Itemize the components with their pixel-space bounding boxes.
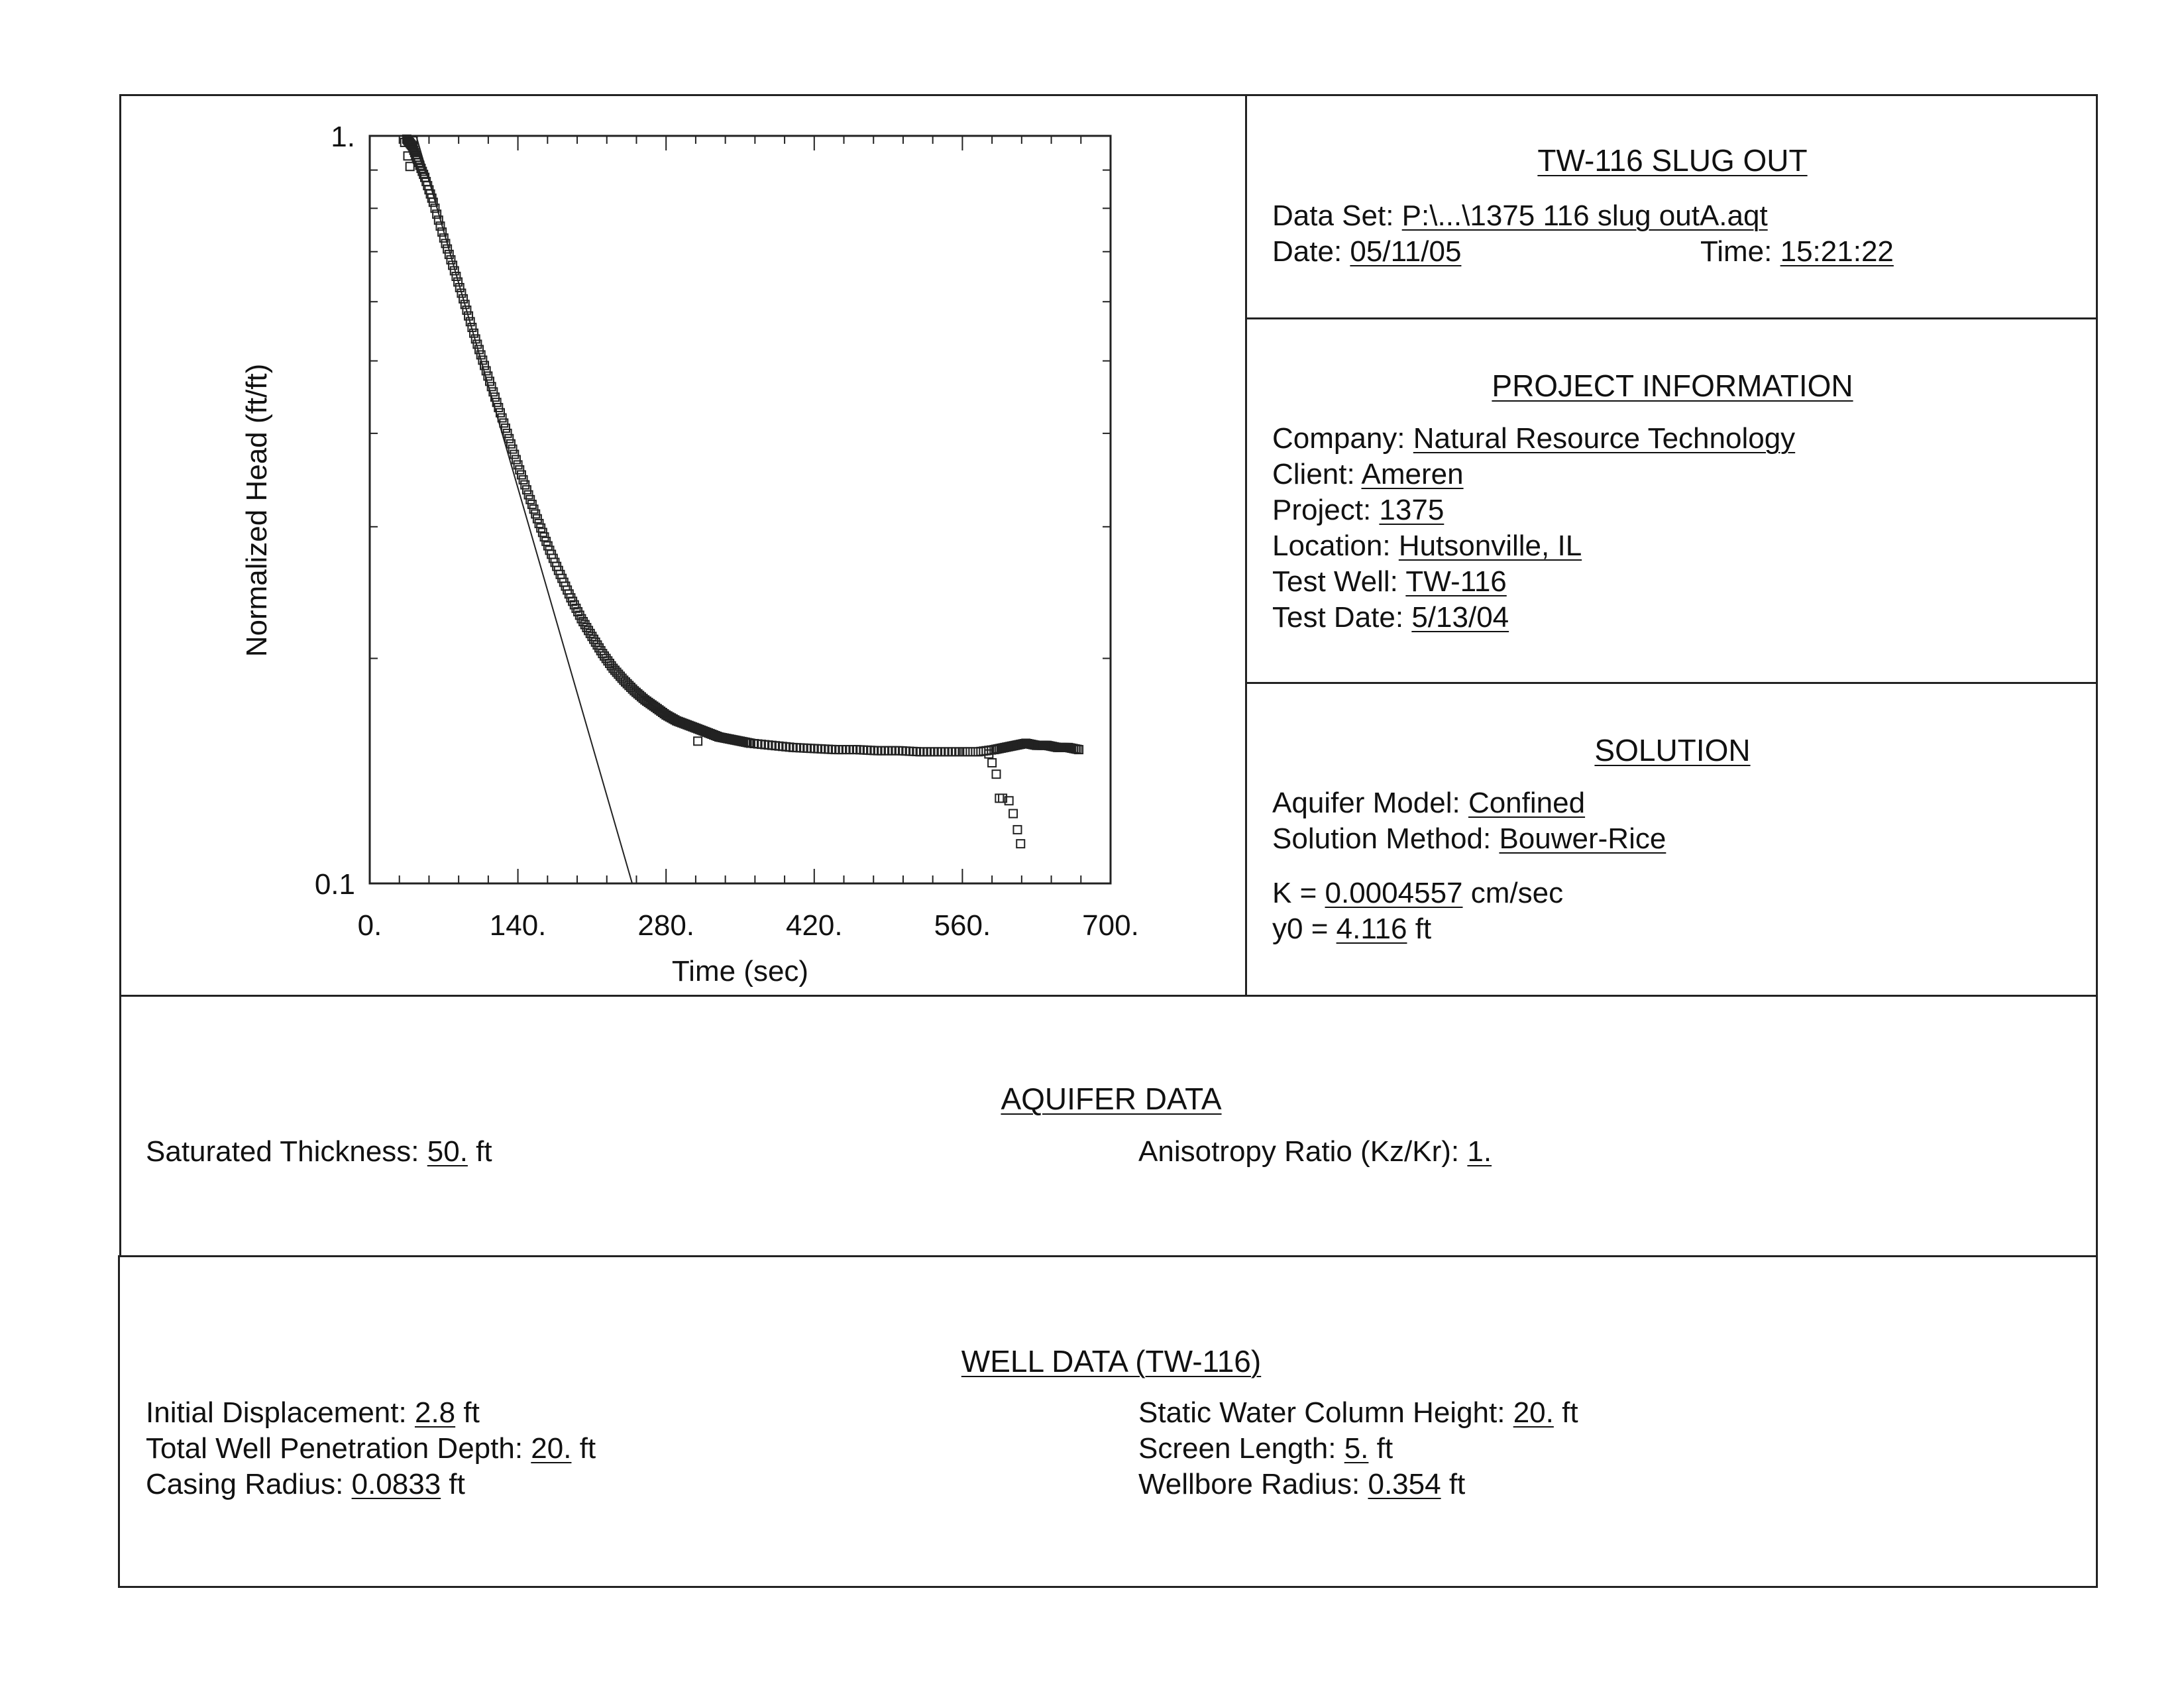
k-label: K = [1272,877,1317,909]
client-row [1272,457,1464,492]
y-tick-labels [315,121,355,901]
location-label: Location: [1272,530,1391,562]
wellbore-radius-row [1138,1467,1465,1502]
data-point-dense [969,748,977,756]
x-tick-label: 0. [357,909,382,942]
test-date-row [1272,600,1509,635]
project-title: PROJECT INFORMATION [1492,368,1853,403]
k-unit: cm/sec [1470,877,1564,909]
x-tick-label: 420. [785,909,843,942]
outlier-point [995,794,1003,802]
test-well-row [1272,565,1507,599]
outlier-point [1009,810,1017,818]
y0-unit: ft [1415,913,1432,945]
well-data-title: WELL DATA (TW-116) [961,1344,1262,1378]
solution-method-value: Bouwer-Rice [1499,822,1666,855]
project-row [1272,493,1444,528]
y0-row [1272,912,1431,946]
wellbore-radius-value: 0.354 [1368,1468,1441,1500]
k-value: 0.0004557 [1325,877,1463,909]
initial-displacement-label: Initial Displacement: [146,1396,407,1429]
y-tick-label: 0.1 [314,868,355,901]
anisotropy-label: Anisotropy Ratio (Kz/Kr): [1138,1135,1460,1168]
fit-line-group [370,0,632,883]
data-point-dense [963,748,971,756]
solution-method-row [1272,822,1666,856]
anisotropy-row [1138,1135,1492,1169]
x-tick-label: 280. [637,909,695,942]
thickness-unit: ft [476,1135,492,1168]
casing-radius-label: Casing Radius: [146,1468,344,1500]
outlier-point [988,759,996,767]
penetration-depth-unit: ft [579,1432,596,1465]
casing-radius-row [146,1467,465,1502]
k-row [1272,876,1563,911]
y0-label: y0 = [1272,913,1329,945]
penetration-depth-value: 20. [531,1432,572,1465]
outlier-point [993,770,1001,778]
test-well-label: Test Well: [1272,565,1398,598]
anisotropy-value: 1. [1467,1135,1492,1168]
initial-displacement-row [146,1396,480,1430]
initial-displacement-value: 2.8 [414,1396,456,1429]
date-row [1272,235,1461,269]
solution-title: SOLUTION [1594,733,1751,767]
screen-length-row [1138,1432,1393,1466]
aquifer-data-title: AQUIFER DATA [1001,1082,1222,1116]
x-tick-label: 560. [934,909,991,942]
time-value: 15:21:22 [1780,235,1894,268]
static-column-label: Static Water Column Height: [1138,1396,1505,1429]
aquifer-model-label: Aquifer Model: [1272,787,1460,819]
penetration-depth-label: Total Well Penetration Depth: [146,1432,523,1465]
date-label: Date: [1272,235,1342,268]
test-title: TW-116 SLUG OUT [1537,143,1808,178]
x-tick-label: 700. [1082,909,1139,942]
client-value: Ameren [1361,458,1464,490]
dataset-label: Data Set: [1272,199,1394,232]
axis-ticks [370,136,1111,883]
dataset-row [1272,199,1768,233]
data-point-dense [966,748,974,756]
outlier-point [694,737,702,745]
x-axis-label: Time (sec) [671,955,809,987]
screen-length-label: Screen Length: [1138,1432,1337,1465]
casing-radius-unit: ft [449,1468,465,1500]
x-tick-label: 140. [489,909,547,942]
location-row [1272,529,1582,563]
y-tick-label: 1. [331,121,355,153]
data-points-group [401,135,1083,848]
x-tick-labels [358,909,1139,942]
fit-line [370,0,632,883]
penetration-depth-row [146,1432,596,1466]
static-column-value: 20. [1513,1396,1554,1429]
screen-length-value: 5. [1344,1432,1369,1465]
test-date-label: Test Date: [1272,601,1404,634]
casing-radius-value: 0.0833 [351,1468,441,1500]
wellbore-radius-label: Wellbore Radius: [1138,1468,1360,1500]
company-value: Natural Resource Technology [1413,422,1796,455]
client-label: Client: [1272,458,1355,490]
aquifer-model-value: Confined [1468,787,1586,819]
thickness-value: 50. [427,1135,468,1168]
aquifer-model-row [1272,786,1585,820]
wellbore-radius-unit: ft [1448,1468,1466,1500]
dataset-value: P:\...\1375 116 slug outA.aqt [1401,199,1768,232]
thickness-label: Saturated Thickness: [146,1135,419,1168]
y-axis-label: Normalized Head (ft/ft) [241,363,273,657]
y0-value: 4.116 [1336,913,1407,945]
outlier-point [1013,826,1021,834]
outlier-point [1016,840,1024,848]
thickness-row [146,1135,492,1169]
screen-length-unit: ft [1376,1432,1393,1465]
static-column-row [1138,1396,1578,1430]
data-point-dense [971,748,979,756]
test-date-value: 5/13/04 [1411,601,1509,634]
date-value: 05/11/05 [1350,235,1462,268]
initial-displacement-unit: ft [463,1396,480,1429]
plot-area [370,136,1111,883]
project-label: Project: [1272,494,1372,526]
project-value: 1375 [1379,494,1445,526]
static-column-unit: ft [1562,1396,1578,1429]
time-row [1700,235,1894,269]
location-value: Hutsonville, IL [1398,530,1582,562]
test-well-value: TW-116 [1405,565,1507,598]
company-row [1272,422,1795,456]
solution-method-label: Solution Method: [1272,822,1492,855]
time-label: Time: [1700,235,1773,268]
company-label: Company: [1272,422,1405,455]
